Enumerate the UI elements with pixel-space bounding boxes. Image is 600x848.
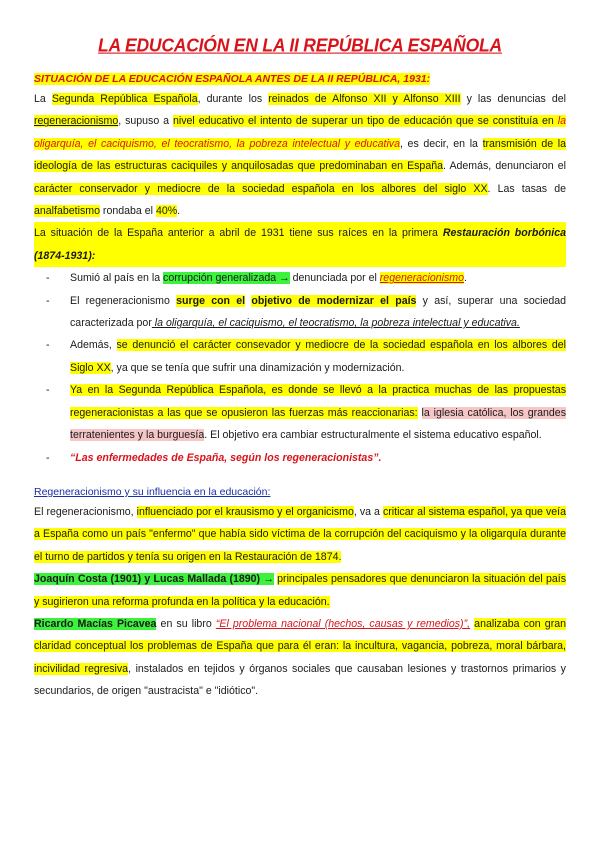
section1-heading: SITUACIÓN DE LA EDUCACIÓN ESPAÑOLA ANTES DE LA II REPÚBLICA, 1931: [34,73,431,85]
list-item: - Además, se denunció el carácter consevador y mediocre de la sociedad española en los albores del Siglo XX, ya que se tenía que sufrir una dinamización y modernización. [46,339,566,374]
list-item: - “Las enfermedades de España, según los regeneracionistas”. [46,451,382,464]
section1-paragraph-1: La Segunda República Española, durante los reinados de Alfonso XII y Alfonso XIII y las denuncias del regeneracionismo, supuso a nivel educativo el intento de superar un tipo de educación que se constituía en la oligarquía, el caciquismo, el teocratismo, la pobreza intelectual y educativa, es decir, en la transmisión de la ideología de las estructuras caciquiles y anquilosadas que predominaban en España. Además, denunciaron el carácter conservador y mediocre de la sociedad española en los albores del siglo XX. Las tasas de analfabetismo rondaba el 40%. [34,93,567,218]
section1-paragraph-2: La situación de la España anterior a abril de 1931 tiene sus raíces en la primera Restauración borbónica (1874-1931): [34,222,566,267]
section2-paragraph-2: Joaquín Costa (1901) y Lucas Mallada (1890) → principales pensadores que denunciaron la situación del país y sugirieron una reforma profunda en la política y la educación. [34,573,567,608]
document-title: LA EDUCACIÓN EN LA II REPÚBLICA ESPAÑOLA [98,34,502,56]
section2-paragraph-3: Ricardo Macías Picavea en su libro “El problema nacional (hechos, causas y remedios)”, analizaba con gran claridad conceptual los problemas de España que para él eran: la incultura, vagancia, pobreza, moral bárbara, incivilidad regresiva, instalados en tejidos y órganos sociales que causaban lesiones y trastornos primarios y secundarios, de origen "austracista" e "idiótico". [34,617,567,698]
list-item: - Sumió al país en la corrupción generalizada → denunciada por el regeneracionismo. [46,272,467,285]
section2-paragraph-1: El regeneracionismo, influenciado por el krausismo y el organicismo, va a criticar al sistema español, ya que veía a España como un país "enfermo" que había sido víctima de la corrupción del caciquismo y la oligarquía durante el turno de partidos y tenía su origen en la Restauración de 1874. [34,505,566,563]
list-item: - El regeneracionismo surge con el objetivo de modernizar el país y así, superar una sociedad caracterizada por la oligarquía, el caciquismo, el teocratismo, la pobreza intelectual y educativa. [46,294,567,330]
section1-bullet-list [34,267,566,469]
section2-heading: Regeneracionismo y su influencia en la educación: [34,485,271,498]
list-item: - Ya en la Segunda República Española, es donde se llevó a la practica muchas de las propuestas regeneracionistas a las que se opusieron las fuerzas más reaccionarias: la iglesia católica, los grandes terratenientes y la burguesía. El objetivo era cambiar estructuralmente el sistema educativo español. [46,384,566,442]
